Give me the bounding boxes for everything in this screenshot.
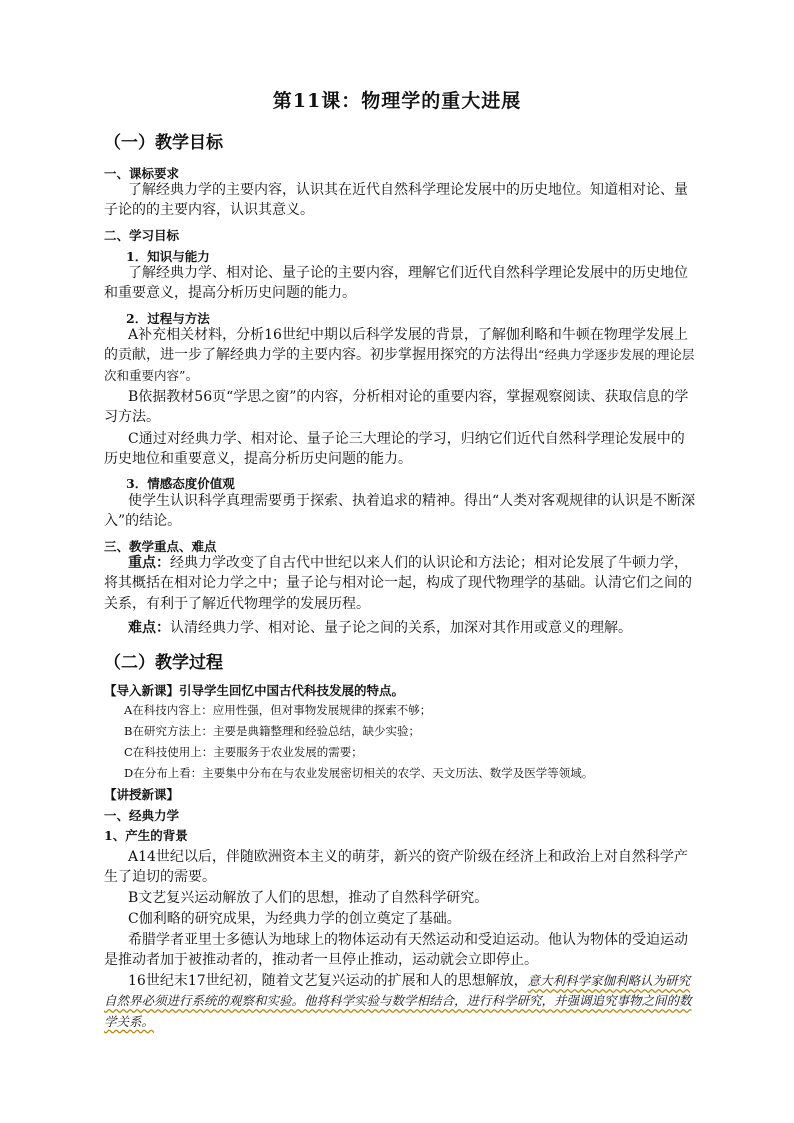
- paragraph-background-c: C伽利略的研究成果，为经典力学的创立奠定了基础。: [128, 911, 461, 927]
- difficulty-text: 认清经典力学、相对论、量子论之间的关系，加深对其作用或意义的理解。: [170, 620, 632, 636]
- process-a-quote: “经典力学逐步发展的理论层次和重要内容”: [104, 347, 695, 383]
- process-a-end: 。: [185, 367, 200, 384]
- paragraph-aristotle: 希腊学者亚里士多德认为地球上的物体运动有天然运动和受迫运动。他认为物体的受迫运动是推动者加于被推动者的，推动者一旦停止推动，运动就会立即停止。: [104, 932, 688, 969]
- paragraph-process-a: [104, 325, 696, 386]
- heading-key-points: 三、教学重点、难点: [104, 539, 217, 554]
- heading-process: 2．过程与方法: [126, 311, 210, 326]
- list-item: C在科技使用上：主要服务于农业发展的需要；: [124, 745, 363, 759]
- paragraph-attitude: 使学生认识科学真理需要勇于探索、执着追求的精神。得出“人类对客观规律的认识是不断深入”的结论。: [104, 493, 696, 530]
- list-item: B在研究方法上：主要是典籍整理和经验总结，缺少实验；: [124, 724, 420, 738]
- process-a-text: A补充相关材料，分析16世纪中期以后科学发展的背景，了解伽利略和牛顿在物理学发展上的贡献，进一步了解经典力学的主要内容。初步掌握用探究的方法得出: [104, 327, 688, 364]
- paragraph-key-points: [104, 553, 696, 614]
- difficulty-label: 难点：: [128, 620, 170, 636]
- paragraph-process-c: C通过对经典力学、相对论、量子论三大理论的学习，归纳它们近代自然科学理论发展中的历史地位和重要意义，提高分析历史问题的能力。: [104, 431, 685, 468]
- intro-lead: 【导入新课】引导学生回忆中国古代科技发展的特点。: [104, 683, 405, 698]
- heading-learning-goals: 二、学习目标: [104, 228, 180, 243]
- section-heading-objectives: （一）教学目标: [104, 133, 223, 153]
- list-item: A在科技内容上：应用性强，但对事物发展规律的探索不够；: [124, 703, 432, 717]
- heading-curriculum: 一、课标要求: [104, 166, 180, 181]
- heading-background: 1、产生的背景: [104, 828, 188, 843]
- paragraph-process-b: B依据教材56页“学思之窗”的内容，分析相对论的重要内容，掌握观察阅读、获取信息的学习方法。: [104, 389, 689, 426]
- galileo-text: 16世纪末17世纪初，随着文艺复兴运动的扩展和人的思想解放，: [128, 973, 528, 989]
- paragraph-curriculum: 了解经典力学的主要内容，认识其在近代自然科学理论发展中的历史地位。知道相对论、量子论的的主要内容，认识其意义。: [104, 182, 688, 219]
- heading-attitude: 3．情感态度价值观: [126, 476, 235, 491]
- page-title: 第11课：物理学的重大进展: [272, 90, 522, 112]
- heading-knowledge: 1．知识与能力: [126, 249, 210, 264]
- key-point-text: 经典力学改变了自古代中世纪以来人们的认识论和方法论；相对论发展了牛顿力学，将其概括在相对论力学之中；量子论与相对论一起，构成了现代物理学的基础。认清它们之间的关系，有利于了解近代物理学的发展历程。: [104, 555, 692, 612]
- key-point-label: 重点：: [128, 555, 170, 571]
- new-lesson-heading: 【讲授新课】: [104, 787, 180, 802]
- heading-classical-mechanics: 一、经典力学: [104, 808, 180, 823]
- galileo-emphasis: 意大利科学家伽利略认为研究自然界必须进行系统的观察和实验。他将科学实验与数学相结合，进行科学研究，并强调追究事物之间的数学关系。: [104, 973, 692, 1029]
- section-heading-process: （二）教学过程: [104, 653, 223, 673]
- paragraph-background-b: B文艺复兴运动解放了人们的思想，推动了自然科学研究。: [128, 890, 489, 906]
- paragraph-difficulty: [104, 618, 696, 638]
- list-item: D在分布上看：主要集中分布在与农业发展密切相关的农学、天文历法、数学及医学等领域。: [124, 766, 594, 780]
- paragraph-galileo: [104, 971, 696, 1032]
- paragraph-background-a: A14世纪以后，伴随欧洲资本主义的萌芽，新兴的资产阶级在经济上和政治上对自然科学产生了迫切的需要。: [104, 849, 688, 886]
- paragraph-knowledge: 了解经典力学、相对论、量子论的主要内容，理解它们近代自然科学理论发展中的历史地位和重要意义，提高分析历史问题的能力。: [104, 265, 688, 302]
